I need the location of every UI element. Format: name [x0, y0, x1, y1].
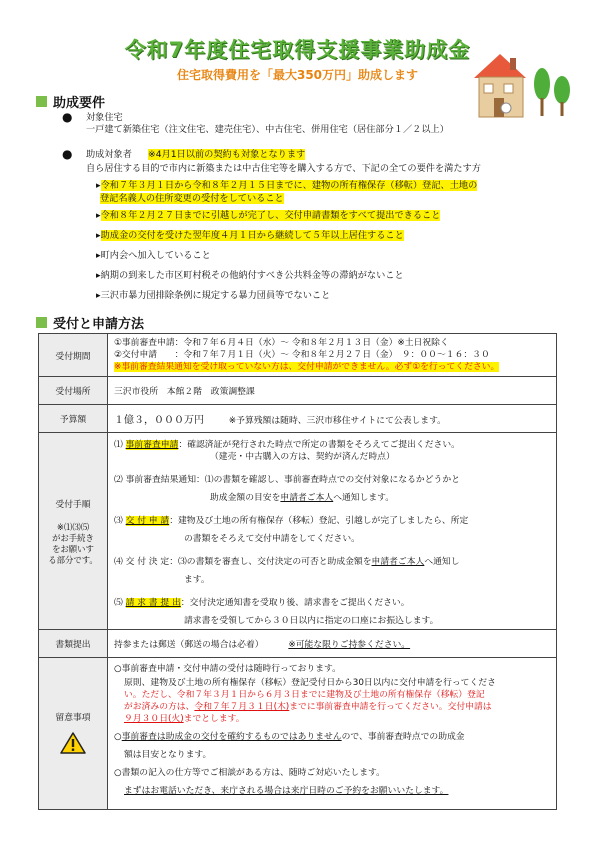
procedure-side-note: ※⑴⑶⑸ がお手続き をお願いす る部分です。: [48, 521, 98, 565]
tree-icon: [534, 68, 570, 116]
bullet-target-person: ●: [62, 147, 73, 161]
note-1c: がお済みの方は、令和７年７月３１日(木)までに事前審査申請を行ってください。交付申請は: [124, 702, 492, 712]
step-5-cont: 請求書を受領してから３０日以内に指定の口座にお振込します。: [184, 616, 439, 626]
section-heading-application: 受付と申請方法: [36, 313, 144, 332]
submit-note: ※可能な限りご持参ください。: [288, 640, 411, 650]
target-house-label: 対象住宅: [86, 112, 123, 123]
step-5: ⑸ 請 求 書 提 出：交付決定通知書を受取り後、請求書をご提出ください。: [114, 598, 410, 608]
period-line-3: ※事前審査結果通知を受け取っていない方は、交付申請ができません。必ず①を行ってください。: [114, 362, 500, 372]
requirements-intro: 自ら居住する目的で市内に新築または中古住宅等を購入する方で、下記の全ての要件を満たす方: [86, 163, 481, 174]
note-1a: 原則、建物及び土地の所有権保存（移転）登記受付日から30日以内に交付申請を行ってくださ: [124, 678, 496, 688]
period-line-2: ②交付申請 ：令和７年７月１日（火）～ 令和８年２月２７日（金） ９：００～１６：３０: [114, 350, 490, 360]
target-house-text: 一戸建て新築住宅（注文住宅、建売住宅）、中古住宅、併用住宅（居住部分１／２以上）: [86, 124, 449, 135]
requirement-2: ▸令和８年２月２７日までに引越しが完了し、交付申請書類をすべて提出できること: [96, 210, 441, 221]
period-line-1: ①事前審査申請：令和７年６月４日（水）～ 令和８年２月１３日（金）※土日祝除く: [114, 338, 449, 348]
table-row: [39, 405, 557, 433]
table-row: [39, 433, 557, 630]
budget-label: 予算額: [39, 405, 108, 433]
table-row: [39, 658, 557, 810]
submit-text: 持参または郵送（郵送の場合は必着）: [114, 640, 264, 650]
step-4: ⑷ 交 付 決 定：⑶の書類を審査し、交付決定の可否と助成金額を申請者ご本人へ通知し: [114, 557, 460, 567]
target-person-label: 助成対象者: [86, 149, 132, 160]
target-person-note: ※4月1日以前の契約も対象となります: [148, 149, 306, 160]
notes-label: 留意事項: [39, 658, 108, 810]
requirement-4: ▸町内会へ加入していること: [96, 250, 211, 261]
period-label: 受付期間: [39, 334, 108, 377]
step-1: ⑴ 事前審査申請：確認済証が発行された時点で所定の書類をそろえてご提出ください。: [114, 440, 460, 450]
table-row: [39, 630, 557, 658]
application-table: [38, 333, 557, 810]
requirement-5: ▸納期の到来した市区町村税その他納付すべき公共料金等の滞納がないこと: [96, 270, 404, 281]
step-4-cont: ます。: [184, 575, 210, 585]
requirement-3: ▸助成金の交付を受けた翌年度４月１日から継続して５年以上居住すること: [96, 230, 404, 241]
note-2: ○事前審査は助成金の交付を確約するものではありませんので、事前審査時点での助成金: [114, 732, 465, 742]
page-subtitle: 住宅取得費用を「最大350万円」助成します: [176, 68, 419, 82]
section-heading-requirements: 助成要件: [36, 92, 105, 111]
step-3-cont: の書類をそろえて交付申請をしてください。: [184, 534, 360, 544]
place-text: 三沢市役所 本館２階 政策調整課: [108, 377, 557, 405]
step-3: ⑶ 交 付 申 請：建物及び土地の所有権保存（移転）登記、引越しが完了しましたら、所定: [114, 516, 469, 526]
budget-note: ※予算残額は随時、三沢市移住サイトにて公表します。: [228, 416, 446, 426]
note-1d: ９月３０日(火)までとします。: [124, 714, 245, 724]
note-3: ○書類の記入の仕方等でご相談がある方は、随時ご対応いたします。: [114, 768, 385, 778]
note-1b: い。ただし、令和７年３月１日から６月３日までに建物及び土地の所有権保存（移転）登記: [124, 690, 485, 700]
note-1: ○事前審査申請・交付申請の受付は随時行っております。: [114, 664, 341, 674]
step-1-cont: （建売・中古購入の方は、契約が済んだ時点）: [210, 452, 395, 462]
requirement-1: ▸令和７年３月１日から令和８年２月１５日までに、建物の所有権保存（移転）登記、土地の: [96, 180, 478, 191]
procedure-label: 受付手順 ※⑴⑶⑸ がお手続き をお願いす る部分です。: [39, 433, 108, 630]
place-label: 受付場所: [39, 377, 108, 405]
table-row: [39, 334, 557, 377]
bullet-target-house: ●: [62, 110, 73, 124]
warning-icon: [60, 731, 86, 755]
house-illustration: [470, 48, 585, 120]
step-2: ⑵ 事前審査結果通知：⑴の書類を確認し、事前審査時点での交付対象になるかどうかと: [114, 475, 460, 485]
step-2-cont: 助成金額の目安を申請者ご本人へ通知します。: [210, 493, 395, 503]
submit-label: 書類提出: [39, 630, 108, 658]
page-title: 令和7年度住宅取得支援事業助成金: [124, 38, 471, 62]
requirement-6: ▸三沢市暴力団排除条例に規定する暴力団員等でないこと: [96, 290, 331, 301]
note-2c: 額は目安となります。: [124, 750, 212, 760]
requirement-1-cont: 登記名義人の住所変更の受付をしていること: [100, 193, 284, 204]
budget-amount: １億３，０００万円: [114, 415, 204, 426]
table-row: [39, 377, 557, 405]
note-3a: まずはお電話いただき、来庁される場合は来庁日時のご予約をお願いいたします。: [124, 786, 449, 796]
